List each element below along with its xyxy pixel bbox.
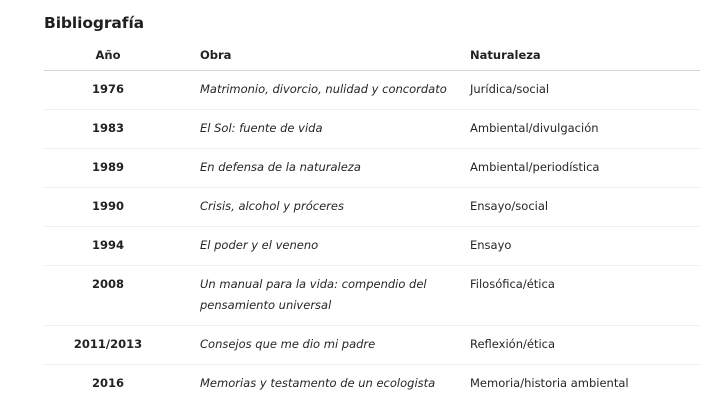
table-row bbox=[44, 365, 700, 403]
cell-year: 1976 bbox=[44, 71, 172, 110]
table-row bbox=[44, 266, 700, 326]
cell-work: En defensa de la naturaleza bbox=[172, 149, 470, 188]
cell-nature: Filosófica/ética bbox=[470, 266, 700, 326]
cell-nature: Ambiental/divulgación bbox=[470, 110, 700, 149]
cell-nature: Ensayo bbox=[470, 227, 700, 266]
cell-work: Un manual para la vida: compendio del pensamiento universal bbox=[172, 266, 470, 326]
cell-nature: Jurídica/social bbox=[470, 71, 700, 110]
bibliography-table bbox=[44, 40, 700, 403]
table-row bbox=[44, 326, 700, 365]
cell-year: 2011/2013 bbox=[44, 326, 172, 365]
section-title: Bibliografía bbox=[44, 14, 145, 32]
table-row bbox=[44, 110, 700, 149]
header-nature: Naturaleza bbox=[470, 40, 700, 71]
cell-year: 2016 bbox=[91, 376, 124, 390]
cell-year: 2008 bbox=[44, 266, 172, 326]
cell-nature: Ensayo/social bbox=[470, 188, 700, 227]
cell-work: El Sol: fuente de vida bbox=[172, 110, 470, 149]
cell-nature: Reflexión/ética bbox=[470, 326, 700, 365]
cell-work: Memorias y testamento de un ecologista bbox=[200, 376, 436, 390]
cell-year: 1983 bbox=[44, 110, 172, 149]
table-header-row bbox=[44, 40, 700, 71]
cell-year: 1989 bbox=[44, 149, 172, 188]
cell-year: 1994 bbox=[44, 227, 172, 266]
cell-work: El poder y el veneno bbox=[172, 227, 470, 266]
table-row bbox=[44, 227, 700, 266]
table-row bbox=[44, 149, 700, 188]
table-row bbox=[44, 188, 700, 227]
cell-work: Consejos que me dio mi padre bbox=[172, 326, 470, 365]
cell-nature: Ambiental/periodística bbox=[470, 149, 700, 188]
cell-work: Matrimonio, divorcio, nulidad y concordato bbox=[172, 71, 470, 110]
cell-year: 1990 bbox=[44, 188, 172, 227]
cell-nature: Memoria/historia ambiental bbox=[470, 376, 629, 390]
header-year: Año bbox=[44, 40, 172, 71]
table-row bbox=[44, 71, 700, 110]
header-work: Obra bbox=[172, 40, 470, 71]
cell-work: Crisis, alcohol y próceres bbox=[172, 188, 470, 227]
